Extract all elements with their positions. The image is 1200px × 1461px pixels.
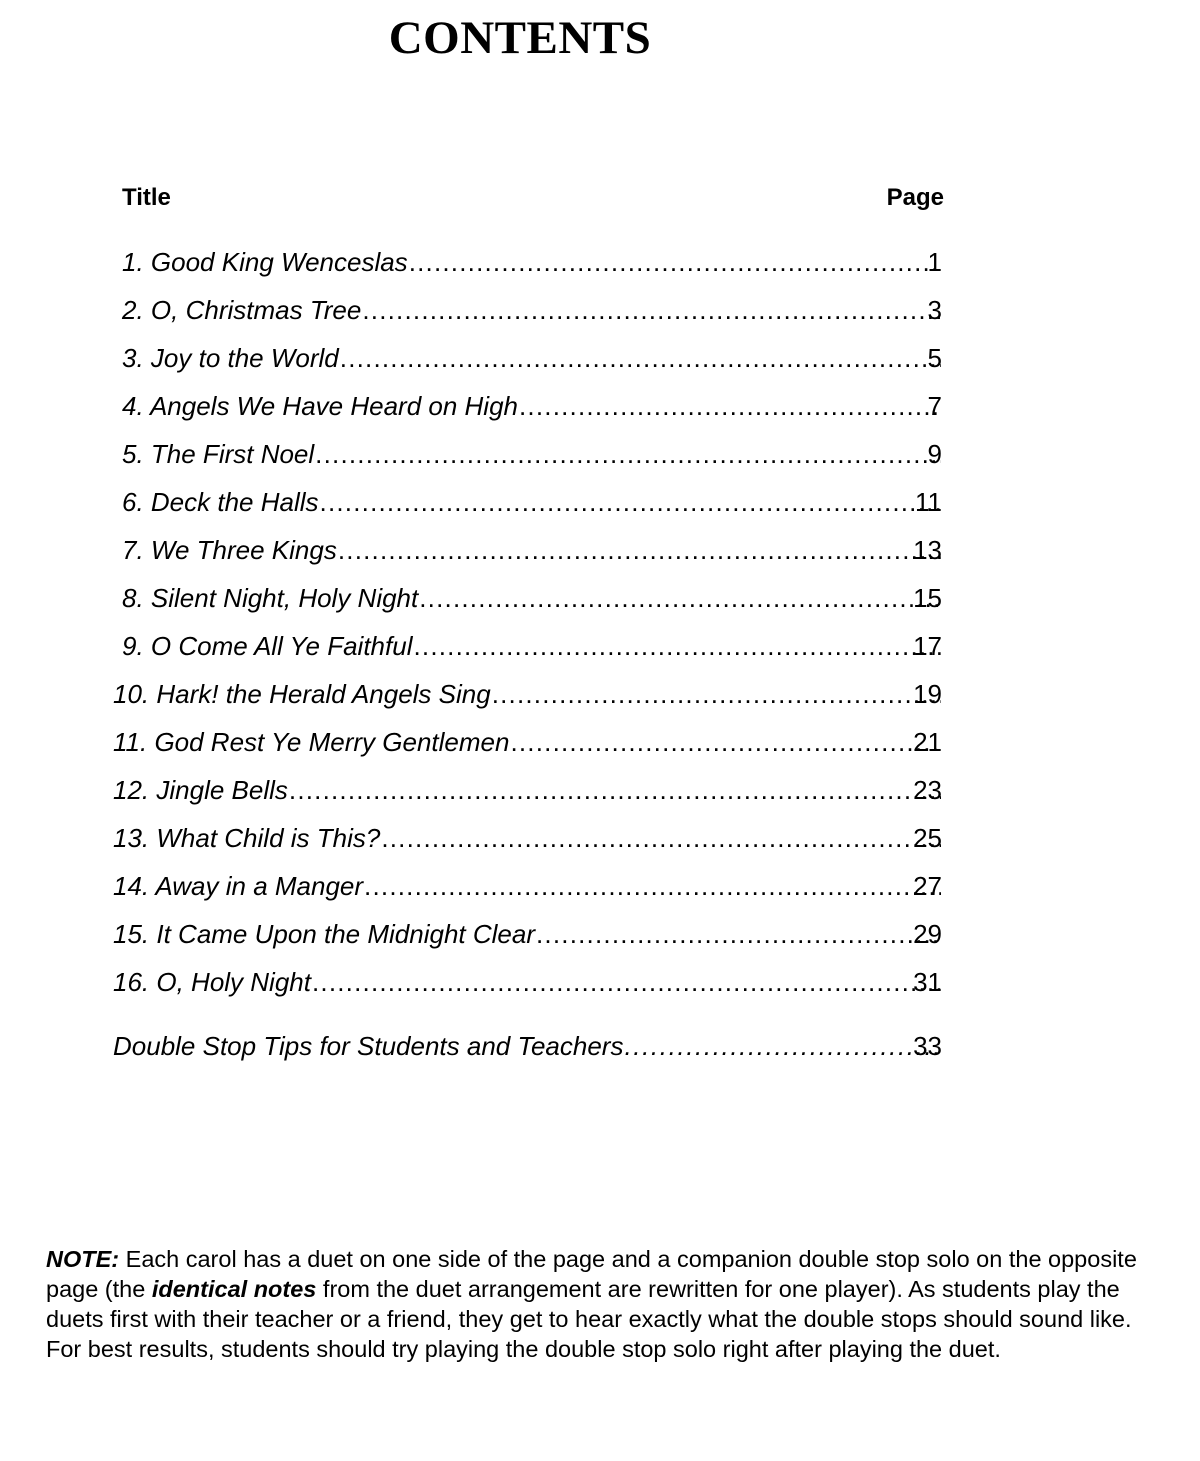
note-label: NOTE:: [46, 1245, 120, 1272]
note-emphasis: identical notes: [151, 1275, 317, 1302]
toc-entry-label: 8. Silent Night, Holy Night: [122, 583, 419, 613]
toc-entry-label: 1. Good King Wenceslas: [122, 247, 408, 277]
toc-entry-body: [122, 389, 942, 423]
toc-entry[interactable]: [0, 293, 1200, 341]
toc-entry[interactable]: [0, 341, 1200, 389]
toc-entry[interactable]: [0, 389, 1200, 437]
note-text-part-1: Each carol has a duet on one side of the page and a companion double stop solo on the opposite page (the: [46, 1245, 1137, 1302]
toc-entry-page-number: 31: [913, 967, 942, 997]
toc-entry-body: [122, 485, 942, 519]
toc-entry-label: 11. God Rest Ye Merry Gentlemen: [113, 727, 510, 757]
toc-entry-page-number: 29: [913, 919, 942, 949]
toc-entry-body: [113, 917, 942, 951]
toc-entry-body: [113, 725, 942, 759]
toc-entry-label: 3. Joy to the World: [122, 343, 339, 373]
toc-entry-page-number: 1: [927, 247, 942, 277]
toc-entry-page-number: 19: [913, 679, 942, 709]
toc-leader-dots: [492, 677, 941, 711]
toc-leader-dots: [312, 965, 941, 999]
toc-entry-page-number: 33: [913, 1031, 942, 1061]
toc-entry-body: [122, 341, 942, 375]
toc-entry-page-number: 21: [913, 727, 942, 757]
toc-leader-dots: [519, 389, 941, 423]
toc-leader-dots: [289, 773, 941, 807]
toc-entry[interactable]: [0, 677, 1200, 725]
toc-entry-body: [122, 533, 942, 567]
toc-entry-page-number: 23: [913, 775, 942, 805]
toc-entry-page-number: 11: [915, 487, 942, 517]
toc-entry-label: 9. O Come All Ye Faithful: [122, 631, 413, 661]
toc-entry-label: 16. O, Holy Night: [113, 967, 311, 997]
toc-entry[interactable]: [0, 437, 1200, 485]
toc-entry-label: 15. It Came Upon the Midnight Clear: [113, 919, 535, 949]
column-headers: [120, 184, 944, 214]
column-header-page: Page: [886, 184, 944, 211]
toc-entry-label: 14. Away in a Manger: [113, 871, 364, 901]
toc-entry-body: [122, 629, 942, 663]
toc-leader-dots: [340, 341, 941, 375]
toc-entry[interactable]: [0, 533, 1200, 581]
toc-leader-dots: [419, 581, 941, 615]
toc-entry-page-number: 17: [913, 631, 942, 661]
toc-entry-body: [122, 581, 942, 615]
toc-entry[interactable]: [0, 869, 1200, 917]
toc-entry[interactable]: [0, 581, 1200, 629]
toc-entry-page-number: 15: [913, 583, 942, 613]
toc-leader-dots: [510, 725, 941, 759]
toc-leader-dots: [338, 533, 941, 567]
note-paragraph: [46, 1244, 1146, 1364]
toc-entry-body: [113, 821, 942, 855]
toc-leader-dots: [364, 869, 941, 903]
toc-entry-body: [113, 869, 942, 903]
toc-entry[interactable]: [0, 821, 1200, 869]
toc-entry-label: 10. Hark! the Herald Angels Sing: [113, 679, 491, 709]
toc-entry-page-number: 9: [927, 439, 942, 469]
toc-entry-body: [122, 293, 942, 327]
toc-entry-page-number: 13: [913, 535, 942, 565]
toc-entry-label: 4. Angels We Have Heard on High: [122, 391, 518, 421]
toc-leader-dots: [315, 437, 941, 471]
toc-entry-label: Double Stop Tips for Students and Teachers: [113, 1031, 624, 1061]
toc-entry-page-number: 5: [927, 343, 942, 373]
toc-entry[interactable]: [0, 485, 1200, 533]
toc-entry[interactable]: [0, 965, 1200, 1013]
toc-entry[interactable]: [0, 629, 1200, 677]
toc-entry-body: [113, 1029, 942, 1063]
toc-leader-dots: [320, 485, 941, 519]
toc-entry-page-number: 27: [913, 871, 942, 901]
toc-leader-dots: [362, 293, 941, 327]
toc-entry[interactable]: [0, 917, 1200, 965]
toc-entry-body: [122, 245, 942, 279]
toc-entry-label: 12. Jingle Bells: [113, 775, 288, 805]
toc-entry-body: [113, 773, 942, 807]
note-text-part-2: from the duet arrangement are rewritten for one player). As students play the duets first with their teacher or a friend, they get to hear exactly what the double stops should sound like. For best results, students should try playing the double stop solo right after playing the duet.: [46, 1275, 1132, 1362]
toc-entry-label: 6. Deck the Halls: [122, 487, 319, 517]
toc-entry-label: 5. The First Noel: [122, 439, 315, 469]
toc-entry[interactable]: [0, 245, 1200, 293]
toc-leader-dots: [409, 245, 941, 279]
table-of-contents: [0, 245, 1200, 1077]
toc-leader-dots: [413, 629, 941, 663]
toc-entry-appendix[interactable]: [0, 1029, 1200, 1077]
toc-entry-body: [113, 677, 942, 711]
toc-leader-dots: [381, 821, 941, 855]
toc-entry-label: 13. What Child is This?: [113, 823, 381, 853]
toc-entry-body: [113, 965, 942, 999]
toc-entry-label: 2. O, Christmas Tree: [122, 295, 362, 325]
toc-entry-page-number: 7: [927, 391, 942, 421]
toc-entry-body: [122, 437, 942, 471]
column-header-title: Title: [122, 184, 171, 211]
page-title: CONTENTS: [388, 12, 652, 64]
toc-entry-page-number: 3: [927, 295, 942, 325]
toc-entry-label: 7. We Three Kings: [122, 535, 337, 565]
toc-entry[interactable]: [0, 725, 1200, 773]
toc-entry-page-number: 25: [913, 823, 942, 853]
toc-entry[interactable]: [0, 773, 1200, 821]
